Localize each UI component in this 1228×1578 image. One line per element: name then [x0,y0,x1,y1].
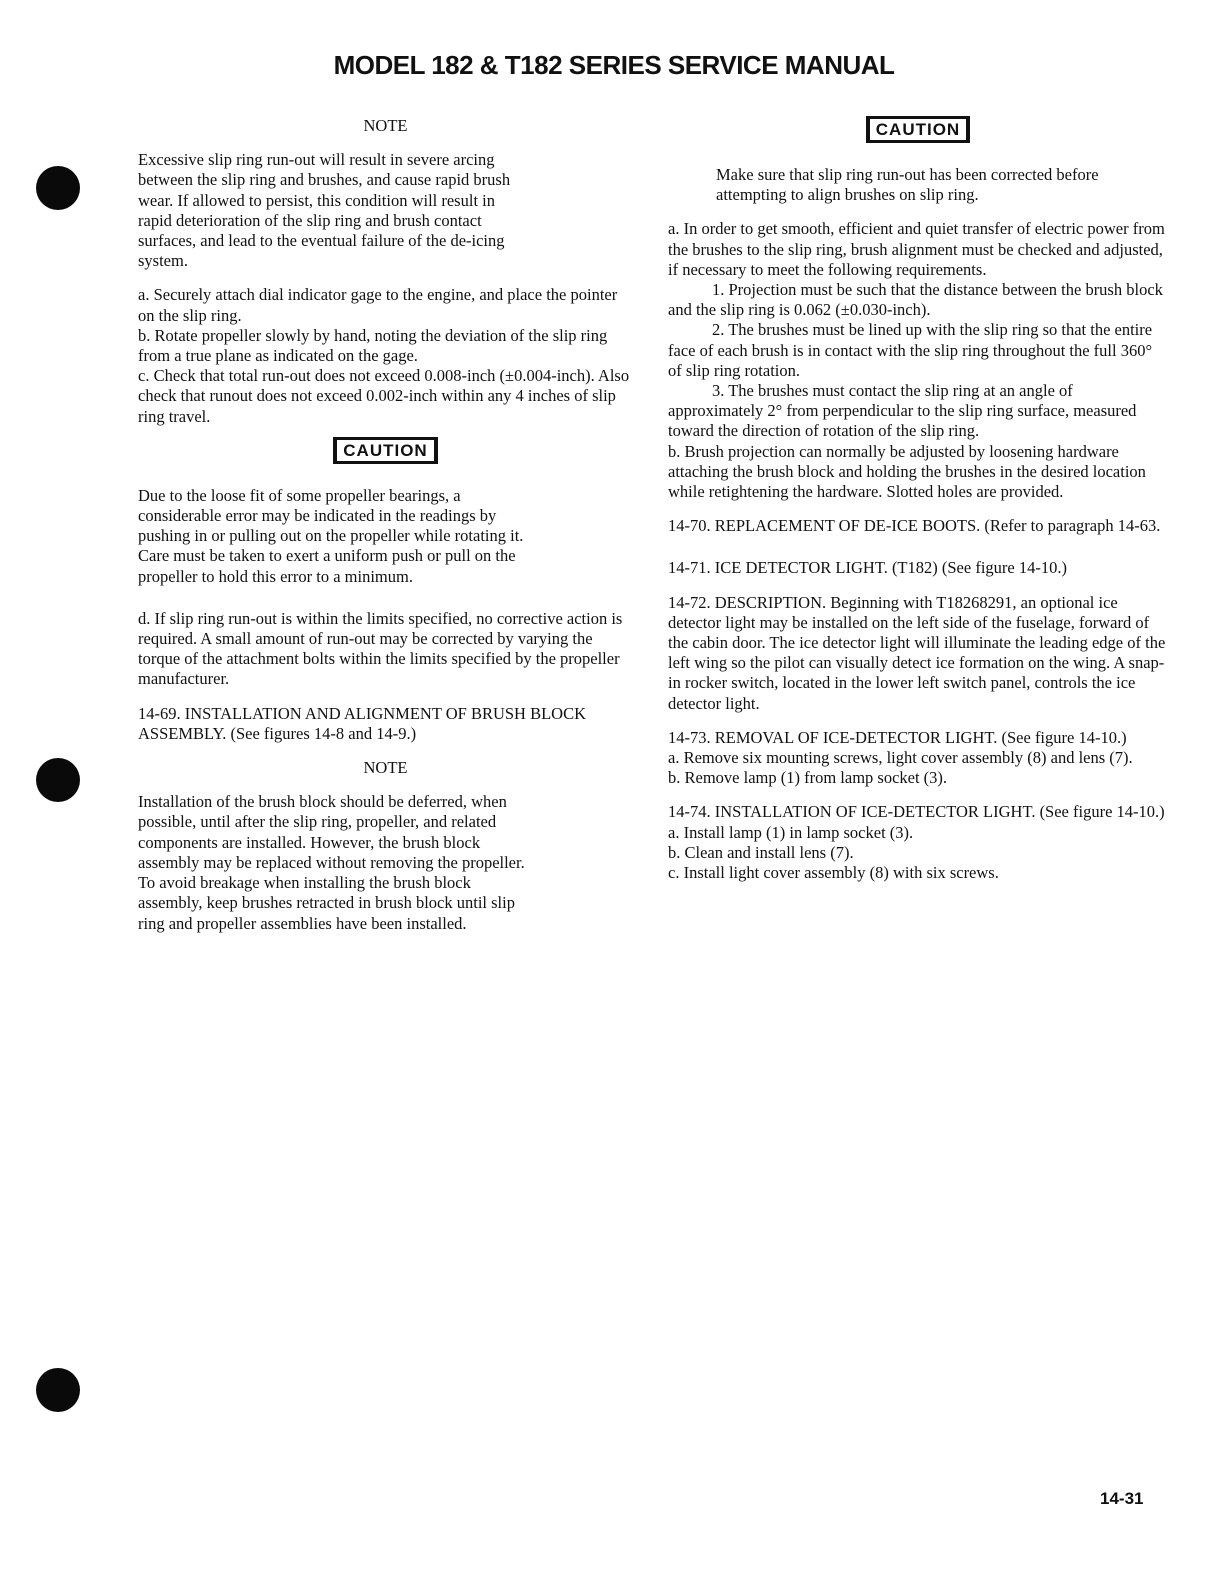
caution-box [138,437,633,464]
section-heading: 14-71. ICE DETECTOR LIGHT. (T182) (See figure 14-10.) [668,558,1067,578]
install-step-c: c. Install light cover assembly (8) with six screws. [668,863,999,883]
step-c: c. Check that total run-out does not exceed 0.008-inch (±0.004-inch). Also check that runout does not exceed 0.002-inch within any 4 inches of slip ring travel. [138,366,630,426]
install-step-b: b. Clean and install lens (7). [668,842,854,862]
note-text: Installation of the brush block should be deferred, when possible, until after the slip ring, propeller, and related components are installed. However, the brush block assembly may be replaced without removing the propeller. To avoid breakage when installing the brush block assembly, keep brushes retracted in brush block until slip ring and propeller assemblies have been installed. [138,792,525,933]
section-heading: 14-74. INSTALLATION OF ICE-DETECTOR LIGHT. (See figure 14-10.) [668,802,1165,822]
page-title: MODEL 182 & T182 SERIES SERVICE MANUAL [333,50,895,80]
step-d: d. If slip ring run-out is within the limits specified, no corrective action is required. A small amount of run-out may be corrected by varying the torque of the attachment bolts within the limits specified by the propeller manufacturer. [138,608,623,689]
binder-hole-top [36,166,80,210]
page-number: 14-31 [1100,1489,1144,1508]
step-b: b. Brush projection can normally be adjusted by loosening hardware attaching the brush block and holding the brushes in the desired location while retightening the hardware. Slotted holes are provided. [668,441,1146,502]
caution-text: Make sure that slip ring run-out has been corrected before attempting to align brushes on slip ring. [716,165,1099,205]
section-heading: 14-73. REMOVAL OF ICE-DETECTOR LIGHT. (See figure 14-10.) [668,727,1127,747]
caution-text: Due to the loose fit of some propeller bearings, a considerable error may be indicated in the readings by pushing in or pulling out on the propeller while rotating it. Care must be taken to exert a uniform push or pull on the propeller to hold this error to a minimum. [138,485,524,586]
removal-step-b: b. Remove lamp (1) from lamp socket (3). [668,768,948,788]
left-column [138,116,633,934]
requirement-2: 2. The brushes must be lined up with the slip ring so that the entire face of each brush is in contact with the slip ring throughout the full 360° of slip ring rotation. [668,320,1153,380]
right-column [668,116,1168,883]
binder-hole-bottom [36,1368,80,1412]
binder-hole-middle [36,758,80,802]
removal-step-a: a. Remove six mounting screws, light cover assembly (8) and lens (7). [668,748,1133,768]
section-heading: 14-70. REPLACEMENT OF DE-ICE BOOTS. (Refer to paragraph 14-63. [668,516,1161,536]
step-a: a. Securely attach dial indicator gage to the engine, and place the pointer on the slip ring. [138,285,618,325]
requirement-3: 3. The brushes must contact the slip ring at an angle of approximately 2° from perpendicular to the slip ring surface, measured toward the direction of rotation of the slip ring. [668,381,1137,441]
install-step-a: a. Install lamp (1) in lamp socket (3). [668,822,914,842]
section-description: 14-72. DESCRIPTION. Beginning with T18268291, an optional ice detector light may be installed on the left side of the fuselage, forward of the cabin door. The ice detector light will illuminate the leading edge of the left wing so the pilot can visually detect ice formation on the wing. A snap-in rocker switch, located in the lower left switch panel, controls the ice detector light. [668,592,1166,713]
note-text: Excessive slip ring run-out will result in severe arcing between the slip ring and brushes, and cause rapid brush wear. If allowed to persist, this condition will result in rapid deterioration of the slip ring and brush contact surfaces, and lead to the eventual failure of the de-icing system. [138,150,511,271]
caution-box [668,116,1168,143]
step-b: b. Rotate propeller slowly by hand, noting the deviation of the slip ring from a true plane as indicated on the gage. [138,325,608,366]
caution-label: CAUTION [866,116,970,143]
requirement-1: 1. Projection must be such that the distance between the brush block and the slip ring is 0.062 (±0.030-inch). [668,280,1163,320]
step-a: a. In order to get smooth, efficient and quiet transfer of electric power from the brushes to the slip ring, brush alignment must be checked and adjusted, if necessary to meet the following requirements. [668,219,1165,279]
section-heading: 14-69. INSTALLATION AND ALIGNMENT OF BRUSH BLOCK ASSEMBLY. (See figures 14-8 and 14-9.) [138,703,587,743]
note-heading: NOTE [363,758,408,778]
note-heading: NOTE [363,116,408,135]
caution-label: CAUTION [333,437,437,464]
